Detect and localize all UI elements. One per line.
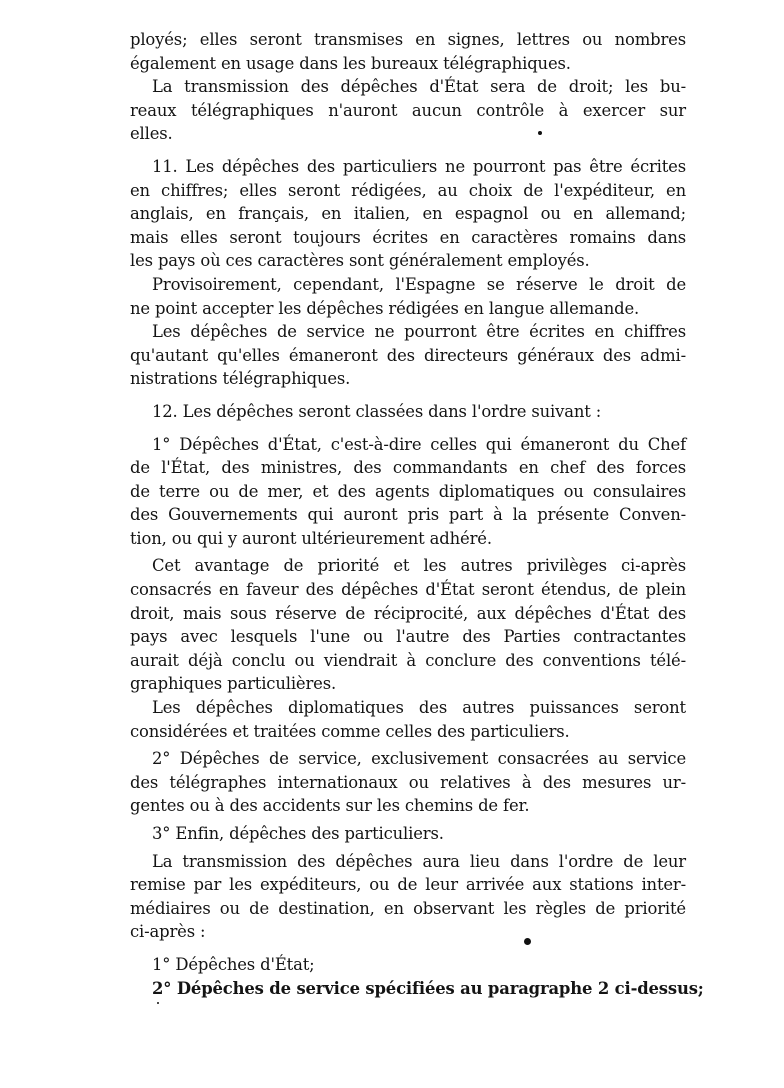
text-line: reaux télégraphiques n'auront aucun contrôle à exercer sur bbox=[130, 100, 686, 120]
text-line: ci-après : bbox=[130, 922, 206, 942]
article-11 bbox=[130, 155, 686, 273]
text-line: des télégraphes internationaux ou relatives à des mesures ur- bbox=[130, 772, 686, 792]
text-line: tion, ou qui y auront ultérieurement adhéré. bbox=[130, 528, 492, 548]
text-line: droit, mais sous réserve de réciprocité, aux dépêches d'État des bbox=[130, 603, 686, 623]
text-line: pays avec lesquels l'une ou l'autre des Parties contractantes bbox=[130, 627, 686, 647]
text-line: en chiffres; elles seront rédigées, au choix de l'expéditeur, en bbox=[130, 180, 686, 200]
paragraph-spain bbox=[130, 273, 686, 320]
text-line: gentes ou à des accidents sur les chemins de fer. bbox=[130, 796, 530, 816]
paragraph-service bbox=[130, 320, 686, 391]
text-line: Les dépêches diplomatiques des autres puissances seront bbox=[152, 698, 686, 718]
ink-speck bbox=[524, 938, 531, 945]
paragraph-transmission-order bbox=[130, 850, 686, 944]
text-line: consacrés en faveur des dépêches d'État seront étendus, de plein bbox=[130, 580, 686, 600]
text-line: 1° Dépêches d'État; bbox=[152, 954, 315, 974]
item-1-state-dispatches bbox=[130, 433, 686, 551]
paragraph-diplomatic bbox=[130, 696, 686, 743]
text-line: La transmission des dépêches d'État sera de droit; les bu- bbox=[152, 77, 686, 97]
text-line: également en usage dans les bureaux télégraphiques. bbox=[130, 53, 571, 73]
text-line: remise par les expéditeurs, ou de leur arrivée aux stations inter- bbox=[130, 875, 686, 895]
text-line: aurait déjà conclu ou viendrait à conclure des conventions télé- bbox=[130, 650, 686, 670]
article-12 bbox=[130, 400, 686, 424]
item-3-private-dispatches bbox=[130, 822, 686, 846]
text-line: graphiques particulières. bbox=[130, 674, 337, 694]
text-line: 12. Les dépêches seront classées dans l'ordre suivant : bbox=[152, 401, 602, 421]
text-line: 2° Dépêches de service, exclusivement consacrées au service bbox=[152, 749, 686, 769]
text-line: les pays où ces caractères sont généralement employés. bbox=[130, 251, 590, 271]
paragraph-priority bbox=[130, 554, 686, 696]
text-line: Provisoirement, cependant, l'Espagne se réserve le droit de bbox=[152, 274, 686, 294]
text-line: 11. Les dépêches des particuliers ne pourront pas être écrites bbox=[152, 156, 686, 176]
text-line: elles. bbox=[130, 124, 173, 144]
text-line: mais elles seront toujours écrites en caractères romains dans bbox=[130, 227, 686, 247]
rule-1 bbox=[130, 953, 686, 977]
text-line: anglais, en français, en italien, en espagnol ou en allemand; bbox=[130, 204, 686, 224]
text-line: La transmission des dépêches aura lieu dans l'ordre de leur bbox=[152, 851, 686, 871]
text-line: de terre ou de mer, et des agents diplomatiques ou consulaires bbox=[130, 481, 686, 501]
paragraph-1 bbox=[130, 28, 686, 75]
text-line: ployés; elles seront transmises en signes, lettres ou nombres bbox=[130, 30, 686, 49]
ink-speck bbox=[538, 131, 542, 135]
paragraph-2 bbox=[130, 75, 686, 146]
text-line: des Gouvernements qui auront pris part à la présente Conven- bbox=[130, 505, 686, 525]
text-line: Les dépêches de service ne pourront être écrites en chiffres bbox=[152, 322, 686, 342]
text-line: 1° Dépêches d'État, c'est-à-dire celles qui émaneront du Chef bbox=[152, 434, 686, 454]
item-2-service-dispatches bbox=[130, 747, 686, 818]
text-line: 2° Dépêches de service spécifiées au paragraphe 2 ci-dessus; bbox=[152, 978, 704, 998]
text-line: nistrations télégraphiques. bbox=[130, 369, 351, 389]
text-line: ne point accepter les dépêches rédigées en langue allemande. bbox=[130, 298, 640, 318]
ink-speck bbox=[157, 1002, 159, 1004]
text-line: Cet avantage de priorité et les autres privilèges ci-après bbox=[152, 556, 686, 576]
text-line: considérées et traitées comme celles des particuliers. bbox=[130, 721, 570, 741]
text-line: 3° Enfin, dépêches des particuliers. bbox=[152, 824, 444, 843]
document-page bbox=[130, 28, 704, 1000]
rule-2 bbox=[130, 977, 704, 1001]
text-line: médiaires ou de destination, en observant les règles de priorité bbox=[130, 898, 686, 918]
text-line: de l'État, des ministres, des commandants en chef des forces bbox=[130, 458, 686, 478]
text-line: qu'autant qu'elles émaneront des directeurs généraux des admi- bbox=[130, 345, 686, 365]
